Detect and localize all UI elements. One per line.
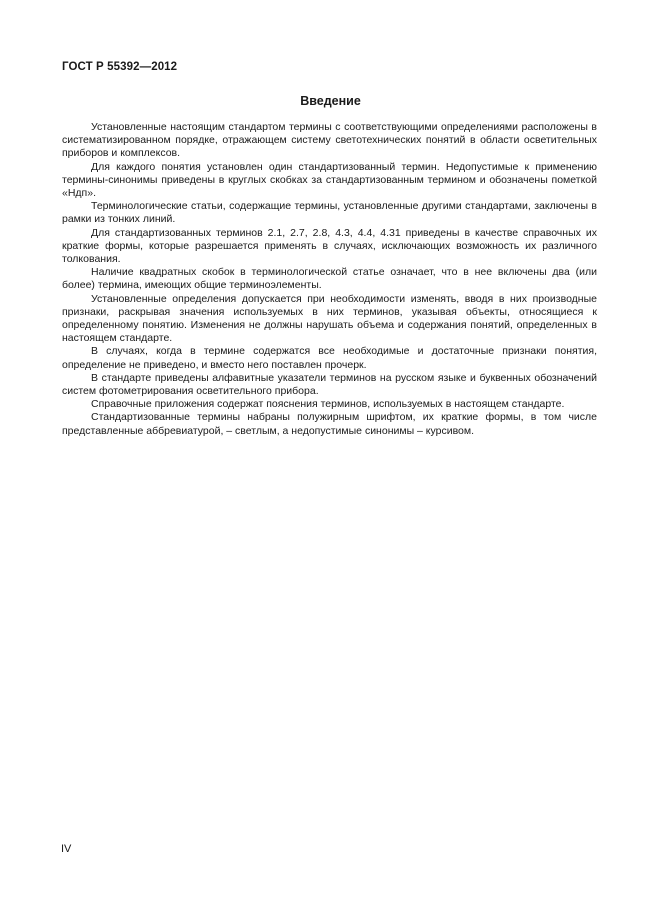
paragraph: Наличие квадратных скобок в терминологической статье означает, что в нее включены два (или более) термина, имеющих общие терминоэлементы. [62,266,597,292]
paragraph: В стандарте приведены алфавитные указатели терминов на русском языке и буквенных обозначений систем фотометрирования осветительного прибора. [62,371,597,398]
paragraph: Для стандартизованных терминов 2.1, 2.7, 2.8, 4.3, 4.4, 4.31 приведены в качестве справочных их краткие формы, которые разрешается применять в случаях, исключающих возможность их различного толкования. [62,226,597,266]
section-title: Введение [300,94,361,108]
paragraph: Для каждого понятия установлен один стандартизованный термин. Недопустимые к применению термины-синонимы приведены в круглых скобках за стандартизованным термином и обозначены пометкой «Ндп». [62,160,597,200]
paragraph: Установленные определения допускается при необходимости изменять, вводя в них производные признаки, раскрывая значения используемых в них терминов, указывая объекты, относящиеся к определенному понятию. Изменения не должны нарушать объема и содержания понятий, определенных в настоящем стандарте. [62,292,597,345]
introduction-body [62,121,597,438]
paragraph: В случаях, когда в термине содержатся все необходимые и достаточные признаки понятия, определение не приведено, и вместо него поставлен прочерк. [62,345,597,371]
page-number: IV [61,843,72,855]
paragraph: Терминологические статьи, содержащие термины, установленные другими стандартами, заключены в рамки из тонких линий. [62,200,597,226]
document-id: ГОСТ Р 55392—2012 [62,61,178,73]
paragraph: Справочные приложения содержат пояснения терминов, используемых в настоящем стандарте. [91,398,565,411]
paragraph: Стандартизованные термины набраны полужирным шрифтом, их краткие формы, в том числе представленные аббревиатурой, – светлым, а недопустимые синонимы – курсивом. [62,411,597,437]
paragraph: Установленные настоящим стандартом термины с соответствующими определениями расположены в систематизированном порядке, отражающем систему светотехнических понятий в области осветительных приборов и комплексов. [62,121,597,160]
